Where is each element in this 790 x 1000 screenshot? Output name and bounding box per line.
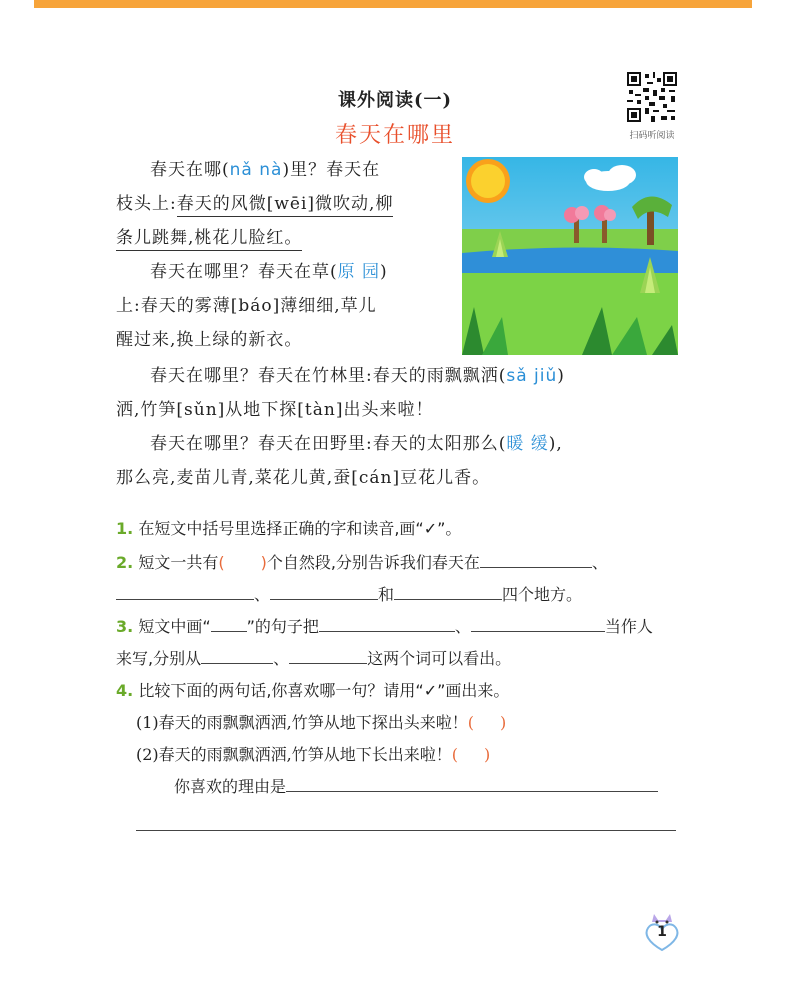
question-text: 短文一共有 xyxy=(138,553,219,572)
question-3 xyxy=(116,614,653,637)
answer-blank[interactable] xyxy=(211,617,247,632)
passage-line-8: 洒,竹笋[sǔn]从地下探[tàn]出头来啦！ xyxy=(116,400,434,420)
question-number: 3. xyxy=(116,617,134,636)
question-text: 在短文中括号里选择正确的字和读音,画“✓”。 xyxy=(138,519,462,538)
choice-characters[interactable]: 暖 缓 xyxy=(506,434,549,454)
question-1 xyxy=(116,516,461,539)
spring-scene-illustration xyxy=(462,157,678,355)
passage-line-9 xyxy=(150,429,563,454)
question-text: 和 xyxy=(378,585,395,604)
option-sentence: (1)春天的雨飘飘洒洒,竹笋从地下探出头来啦！ xyxy=(136,713,468,732)
passage-text: ) xyxy=(380,262,388,282)
answer-paren-close: ) xyxy=(484,745,491,764)
answer-blank[interactable] xyxy=(116,585,254,600)
passage-text: ), xyxy=(548,434,563,454)
page-title: 课外阅读(一) xyxy=(337,90,453,111)
question-text: 、 xyxy=(273,649,290,668)
sun-icon xyxy=(466,159,510,203)
question-4-reason xyxy=(174,774,658,797)
question-number: 1. xyxy=(116,519,134,538)
qr-code-label: 扫码听阅读 xyxy=(629,131,675,141)
answer-paren-open: ( xyxy=(218,553,225,572)
passage-title: 春天在哪里 xyxy=(334,123,455,148)
question-3-cont xyxy=(116,646,511,669)
passage-line-3 xyxy=(116,223,302,248)
answer-blank[interactable] xyxy=(289,649,367,664)
answer-blank[interactable] xyxy=(480,553,592,568)
passage-line-7 xyxy=(150,361,565,386)
answer-blank[interactable] xyxy=(270,585,378,600)
question-4-option-1 xyxy=(136,710,506,733)
choice-characters[interactable]: 原 园 xyxy=(337,262,381,282)
top-accent-bar xyxy=(34,0,752,8)
question-4-option-2 xyxy=(136,742,490,765)
passage-line-1 xyxy=(150,155,380,180)
answer-blank[interactable] xyxy=(471,617,605,632)
question-text: 、 xyxy=(254,585,271,604)
passage-line-6: 醒过来,换上绿的新衣。 xyxy=(116,330,303,350)
passage-text: 枝头上: xyxy=(116,194,177,214)
reason-label: 你喜欢的理由是 xyxy=(174,777,287,796)
passage-line-10: 那么亮,麦苗儿青,菜花儿黄,蚕[cán]豆花儿香。 xyxy=(116,468,491,488)
answer-blank[interactable] xyxy=(201,649,273,664)
passage-text: 春天在哪里？春天在草( xyxy=(150,262,338,282)
question-text: 、 xyxy=(591,553,608,572)
question-text: 短文中画“ xyxy=(138,617,211,636)
question-2-cont xyxy=(116,582,582,605)
passage-line-5: 上:春天的雾薄[báo]薄细细,草儿 xyxy=(116,296,377,316)
question-text: 比较下面的两句话,你喜欢哪一句？请用“✓”画出来。 xyxy=(138,681,510,700)
passage-text: )里？春天在 xyxy=(282,160,381,180)
question-text: 这两个词可以看出。 xyxy=(367,649,512,668)
choice-pinyin[interactable]: sǎ jiǔ xyxy=(506,366,558,386)
question-text: ”的句子把 xyxy=(246,617,319,636)
passage-line-4 xyxy=(150,257,388,282)
underlined-sentence: 春天的风微[wēi]微吹动,柳 xyxy=(177,194,394,217)
underlined-sentence: 条儿跳舞,桃花儿脸红。 xyxy=(116,228,302,251)
question-text: 当作人 xyxy=(604,617,653,636)
answer-paren-open: ( xyxy=(467,713,475,732)
question-text: 、 xyxy=(454,617,471,636)
answer-paren-close: ) xyxy=(260,553,267,572)
page-number: 1 xyxy=(657,924,667,940)
question-4 xyxy=(116,678,509,701)
qr-code-icon[interactable] xyxy=(627,72,677,122)
question-number: 2. xyxy=(116,553,134,572)
passage-line-2 xyxy=(116,189,393,214)
answer-blank[interactable] xyxy=(394,585,502,600)
question-text: 四个地方。 xyxy=(502,585,583,604)
question-number: 4. xyxy=(116,681,134,700)
answer-blank[interactable] xyxy=(319,617,455,632)
answer-paren-open: ( xyxy=(451,745,459,764)
reason-answer-line-2[interactable] xyxy=(136,830,676,831)
passage-text: 春天在哪里？春天在田野里:春天的太阳那么( xyxy=(150,434,507,454)
question-2 xyxy=(116,550,608,573)
answer-paren-close: ) xyxy=(500,713,507,732)
reason-answer-line[interactable] xyxy=(286,777,658,792)
question-text: 个自然段,分别告诉我们春天在 xyxy=(266,553,480,572)
choice-pinyin[interactable]: nǎ nà xyxy=(229,160,283,180)
option-sentence: (2)春天的雨飘飘洒洒,竹笋从地下长出来啦！ xyxy=(136,745,452,764)
passage-text: 春天在哪( xyxy=(150,160,230,180)
passage-text: 春天在哪里？春天在竹林里:春天的雨飘飘洒( xyxy=(150,366,507,386)
passage-text: ) xyxy=(557,366,565,386)
question-text: 来写,分别从 xyxy=(116,649,202,668)
